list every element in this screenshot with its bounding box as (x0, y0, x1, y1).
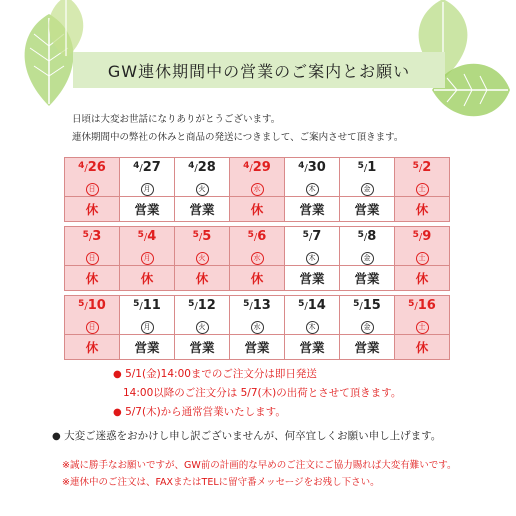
date-label (395, 230, 449, 245)
calendar-day (65, 158, 120, 197)
day: 30 (307, 160, 326, 175)
month: 5 (78, 299, 85, 309)
day: 4 (147, 229, 157, 244)
note-1-text: 5/1(金)14:00までのご注文分は即日発送 (125, 368, 317, 380)
calendar-day (175, 158, 230, 197)
date-label (230, 161, 284, 176)
day: 8 (367, 229, 377, 244)
date-label (120, 299, 174, 314)
date-label (65, 161, 119, 176)
date-label (340, 230, 394, 245)
weekday-badge: 土 (416, 183, 429, 196)
footnote-1: ※誠に勝手なお願いですが、GW前の計画的な早めのご注文にご協力賜れば大変有難いです。 (62, 460, 457, 471)
business-status: 休 (120, 266, 175, 291)
date-label (340, 299, 394, 314)
weekday-badge: 水 (251, 183, 264, 196)
date-label (65, 230, 119, 245)
note-4-text: 大変ご迷惑をおかけし申し訳ございませんが、何卒宜しくお願い申し上げます。 (64, 430, 442, 442)
calendar-week-2 (64, 226, 450, 291)
business-status: 営業 (120, 335, 175, 360)
calendar-day (340, 158, 395, 197)
date-separator: / (139, 301, 143, 312)
date-separator: / (194, 301, 198, 312)
business-status: 営業 (340, 197, 395, 222)
business-status: 休 (395, 266, 450, 291)
date-separator: / (143, 232, 148, 243)
calendar-day (285, 158, 340, 197)
date-label (120, 230, 174, 245)
date-label (395, 161, 449, 176)
note-4 (52, 428, 441, 443)
weekday-badge: 月 (141, 252, 154, 265)
day: 5 (202, 229, 212, 244)
day: 12 (197, 298, 216, 313)
month: 5 (137, 230, 144, 240)
business-status: 休 (65, 197, 120, 222)
weekday-badge: 水 (251, 252, 264, 265)
note-2: 14:00以降のご注文分は 5/7(木)の出荷とさせて頂きます。 (123, 387, 402, 399)
weekday-badge: 火 (196, 252, 209, 265)
day: 29 (252, 160, 271, 175)
date-separator: / (88, 232, 93, 243)
day: 2 (422, 160, 432, 175)
weekday-badge: 木 (306, 252, 319, 265)
calendar-day (395, 158, 450, 197)
day: 11 (142, 298, 161, 313)
calendar-day (65, 227, 120, 266)
date-label (230, 299, 284, 314)
bullet-red-icon: ● (113, 407, 122, 418)
date-separator: / (304, 163, 308, 174)
date-separator: / (359, 301, 363, 312)
date-label (285, 161, 339, 176)
month: 4 (243, 161, 250, 171)
date-label (285, 299, 339, 314)
month: 5 (302, 230, 309, 240)
date-label (175, 230, 229, 245)
business-status: 休 (65, 335, 120, 360)
calendar-day (230, 296, 285, 335)
business-status: 営業 (285, 335, 340, 360)
business-status: 営業 (340, 335, 395, 360)
month: 5 (192, 230, 199, 240)
month: 5 (357, 161, 364, 171)
date-separator: / (198, 232, 203, 243)
business-status: 営業 (285, 197, 340, 222)
month: 5 (133, 299, 140, 309)
weekday-badge: 土 (416, 252, 429, 265)
weekday-badge: 金 (361, 183, 374, 196)
business-status: 営業 (340, 266, 395, 291)
calendar-day (340, 296, 395, 335)
day: 16 (417, 298, 436, 313)
month: 5 (412, 161, 419, 171)
month: 5 (353, 299, 360, 309)
day: 28 (197, 160, 216, 175)
weekday-badge: 木 (306, 321, 319, 334)
calendar-day (340, 227, 395, 266)
day: 26 (87, 160, 106, 175)
intro-line-1: 日頃は大変お世話になりありがとうございます。 (72, 114, 281, 125)
calendar-day (395, 296, 450, 335)
date-label (230, 230, 284, 245)
month: 4 (188, 161, 195, 171)
footnote-2: ※連休中のご注文は、FAXまたはTELに留守番メッセージをお残し下さい。 (62, 477, 380, 488)
intro-line-2: 連休期間中の弊社の休みと商品の発送につきまして、ご案内させて頂きます。 (72, 132, 404, 143)
date-separator: / (418, 232, 423, 243)
day: 1 (367, 160, 377, 175)
date-separator: / (418, 163, 423, 174)
business-status: 休 (395, 335, 450, 360)
weekday-badge: 火 (196, 183, 209, 196)
weekday-badge: 月 (141, 321, 154, 334)
business-status: 休 (230, 266, 285, 291)
calendar-day (285, 296, 340, 335)
calendar-day (120, 227, 175, 266)
month: 5 (82, 230, 89, 240)
month: 5 (188, 299, 195, 309)
weekday-badge: 月 (141, 183, 154, 196)
business-status: 営業 (175, 197, 230, 222)
date-separator: / (304, 301, 308, 312)
day: 10 (87, 298, 106, 313)
weekday-badge: 日 (86, 183, 99, 196)
bullet-black-icon: ● (52, 431, 61, 442)
business-status: 休 (175, 266, 230, 291)
weekday-badge: 日 (86, 321, 99, 334)
date-label (175, 299, 229, 314)
month: 5 (408, 299, 415, 309)
date-label (65, 299, 119, 314)
month: 5 (243, 299, 250, 309)
calendar-week-3 (64, 295, 450, 360)
month: 4 (298, 161, 305, 171)
business-status: 営業 (285, 266, 340, 291)
business-status: 営業 (230, 335, 285, 360)
date-label (340, 161, 394, 176)
month: 5 (357, 230, 364, 240)
date-separator: / (253, 232, 258, 243)
note-1 (113, 366, 317, 381)
day: 15 (362, 298, 381, 313)
note-3 (113, 404, 286, 419)
date-separator: / (249, 163, 253, 174)
calendar-week-1 (64, 157, 450, 222)
month: 4 (78, 161, 85, 171)
month: 4 (133, 161, 140, 171)
bullet-red-icon: ● (113, 369, 122, 380)
calendar-day (120, 296, 175, 335)
business-status: 営業 (175, 335, 230, 360)
calendar-day (230, 158, 285, 197)
note-3-text: 5/7(木)から通常営業いたします。 (125, 406, 286, 418)
date-separator: / (363, 163, 368, 174)
date-separator: / (139, 163, 143, 174)
weekday-badge: 木 (306, 183, 319, 196)
month: 5 (247, 230, 254, 240)
day: 13 (252, 298, 271, 313)
date-separator: / (363, 232, 368, 243)
date-separator: / (84, 301, 88, 312)
date-separator: / (308, 232, 313, 243)
weekday-badge: 土 (416, 321, 429, 334)
weekday-badge: 火 (196, 321, 209, 334)
weekday-badge: 金 (361, 252, 374, 265)
calendar-day (65, 296, 120, 335)
calendar-day (285, 227, 340, 266)
day: 7 (312, 229, 322, 244)
date-separator: / (414, 301, 418, 312)
weekday-badge: 日 (86, 252, 99, 265)
month: 5 (298, 299, 305, 309)
calendar-day (120, 158, 175, 197)
business-status: 営業 (120, 197, 175, 222)
business-status: 休 (395, 197, 450, 222)
weekday-badge: 水 (251, 321, 264, 334)
calendar-day (175, 227, 230, 266)
day: 6 (257, 229, 267, 244)
date-separator: / (249, 301, 253, 312)
date-label (175, 161, 229, 176)
day: 27 (142, 160, 161, 175)
calendar-day (175, 296, 230, 335)
calendar-day (230, 227, 285, 266)
date-label (120, 161, 174, 176)
date-separator: / (194, 163, 198, 174)
page-title: GW連休期間中の営業のご案内とお願い (73, 52, 445, 88)
day: 3 (92, 229, 102, 244)
date-label (285, 230, 339, 245)
calendar-day (395, 227, 450, 266)
date-label (395, 299, 449, 314)
month: 5 (412, 230, 419, 240)
day: 9 (422, 229, 432, 244)
business-status: 休 (65, 266, 120, 291)
day: 14 (307, 298, 326, 313)
weekday-badge: 金 (361, 321, 374, 334)
business-status: 休 (230, 197, 285, 222)
date-separator: / (84, 163, 88, 174)
